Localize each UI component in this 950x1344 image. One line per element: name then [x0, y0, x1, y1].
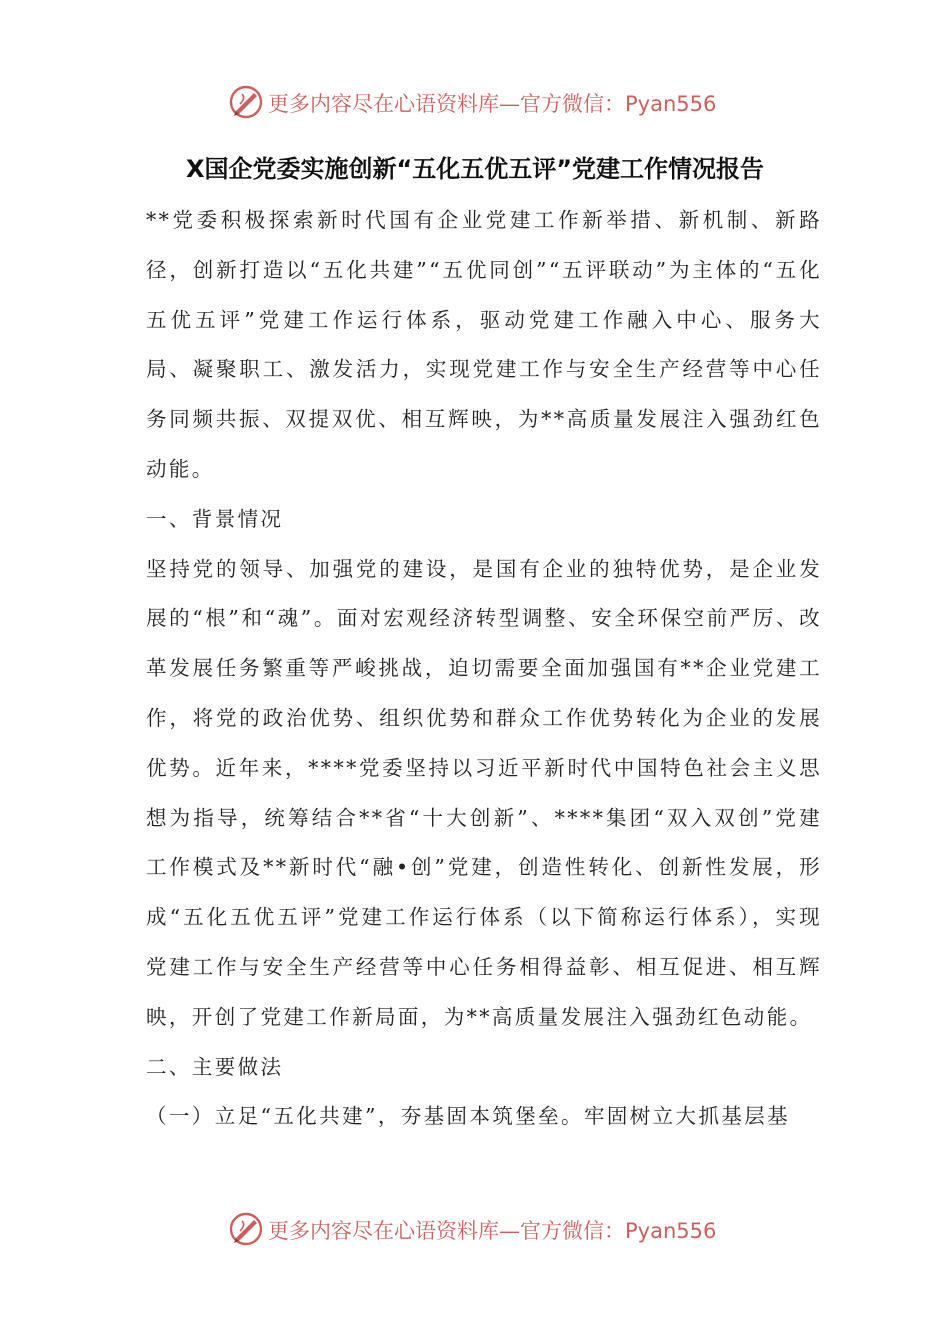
watermark-text: [268, 90, 716, 118]
watermark-text: [268, 1217, 716, 1245]
pen-logo-icon: [228, 84, 264, 120]
watermark-wechat-id: Pyan556: [625, 1219, 717, 1243]
watermark-dash: —: [499, 1219, 520, 1243]
document-body: [146, 196, 822, 1142]
practice-item-1: （一）立足“五化共建”，夯基固本筑堡垒。牢固树立大抓基层基: [146, 1104, 791, 1129]
header-watermark-banner: [0, 84, 950, 124]
intro-paragraph: **党委积极探索新时代国有企业党建工作新举措、新机制、新路径，创新打造以“五化共建”“五优同创”“五评联动”为主体的“五化五优五评”党建工作运行体系，驱动党建工作融入中心、服务大局、凝聚职工、激发活力，实现党建工作与安全生产经营等中心任务同频共振、双提双优、相互辉映，为**高质量发展注入强劲红色动能。: [146, 208, 822, 481]
watermark-wechat-label: 官方微信：: [520, 92, 625, 116]
pen-logo-icon: [228, 1211, 264, 1247]
watermark-slogan: 更多内容尽在心语资料库: [268, 1219, 499, 1243]
watermark-slogan: 更多内容尽在心语资料库: [268, 92, 499, 116]
watermark-wechat-label: 官方微信：: [520, 1219, 625, 1243]
section-heading-background: 一、背景情况: [146, 506, 284, 531]
background-paragraph: 坚持党的领导、加强党的建设，是国有企业的独特优势，是企业发展的“根”和“魂”。面对宏观经济转型调整、安全环保空前严厉、改革发展任务繁重等严峻挑战，迫切需要全面加强国有**企业党建工作，将党的政治优势、组织优势和群众工作优势转化为企业的发展优势。近年来，****党委坚持以习近平新时代中国特色社会主义思想为指导，统筹结合**省“十大创新”、****集团“双入双创”党建工作模式及**新时代“融•创”党建，创造性转化、创新性发展，形成“五化五优五评”党建工作运行体系（以下简称运行体系），实现党建工作与安全生产经营等中心任务相得益彰、相互促进、相互辉映，开创了党建工作新局面，为**高质量发展注入强劲红色动能。: [146, 556, 822, 1029]
watermark-dash: —: [499, 92, 520, 116]
section-heading-main-practices: 二、主要做法: [146, 1054, 284, 1079]
document-title: X国企党委实施创新“五化五优五评”党建工作情况报告: [185, 155, 765, 183]
footer-watermark-banner: [0, 1211, 950, 1251]
watermark-wechat-id: Pyan556: [625, 92, 717, 116]
